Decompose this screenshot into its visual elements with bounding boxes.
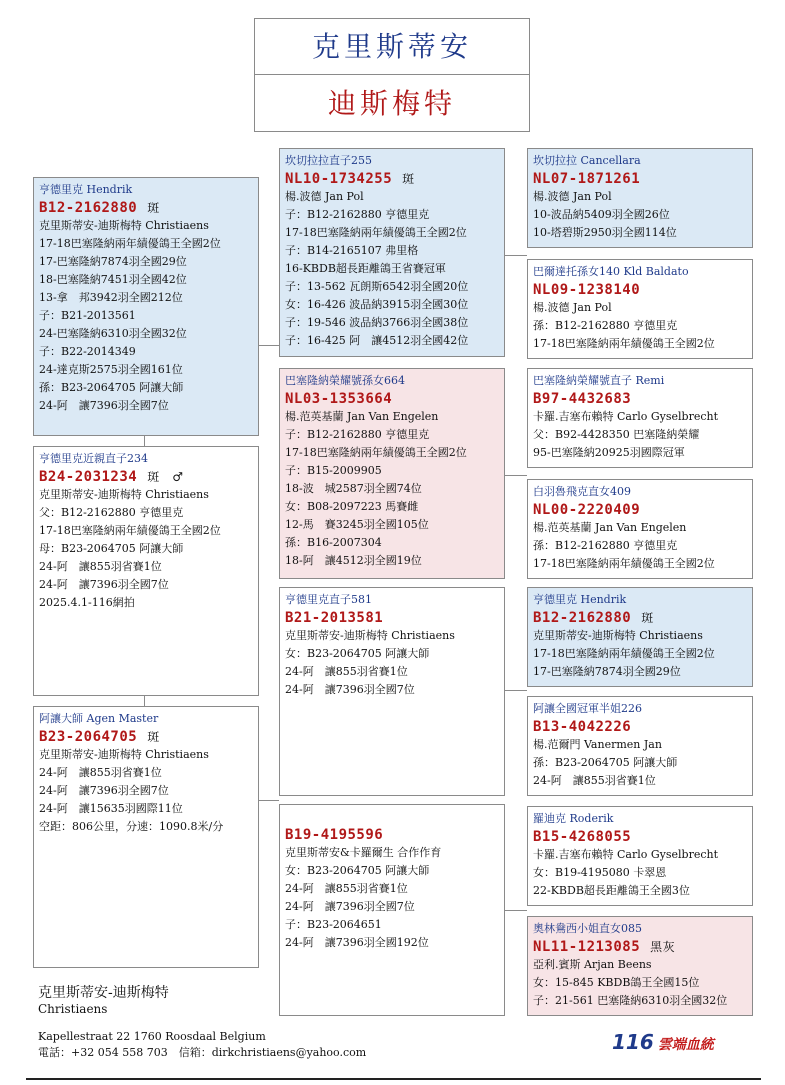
bird-name: 亨德里克直子581 — [285, 593, 372, 606]
ring-number-row — [533, 828, 747, 846]
bird-name: 巴塞隆納榮耀號孫女664 — [285, 374, 405, 387]
owner-latin: Christiaens — [38, 1002, 108, 1016]
result-line: 2025.4.1-116網拍 — [39, 596, 135, 609]
ring-number: B97-4432683 — [533, 391, 632, 407]
result-line: 子：B12-2162880 亨德里克 — [285, 208, 430, 221]
result-line: 子：B21-2013561 — [39, 309, 136, 322]
result-line: 17-18巴塞隆納兩年績優鴿王全國2位 — [39, 524, 221, 537]
result-line: 10-波品納5409羽全國26位 — [533, 208, 670, 221]
result-line: 克里斯蒂安-迪斯梅特 Christiaens — [39, 488, 209, 501]
result-line: 18-巴塞隆納7451羽全國42位 — [39, 273, 187, 286]
result-line: 17-18巴塞隆納兩年績優鴿王全國2位 — [533, 557, 715, 570]
result-line: 卡羅.吉塞布賴特 Carlo Gyselbrecht — [533, 848, 719, 861]
result-line: 24-阿 讓7396羽全國7位 — [285, 900, 415, 913]
bird-name: 坎切拉拉直子255 — [285, 154, 372, 167]
ring-number-row — [533, 501, 747, 519]
result-line: 孫：B23-2064705 阿讓大師 — [39, 381, 184, 394]
result-line: 楊.范英基蘭 Jan Van Engelen — [533, 521, 687, 534]
result-line: 父：B12-2162880 亨德里克 — [39, 506, 184, 519]
result-line: 子：16-425 阿 讓4512羽全國42位 — [285, 334, 469, 347]
result-line: 女：B19-4195080 卡翠恩 — [533, 866, 667, 879]
bird-name: 坎切拉拉 Cancellara — [533, 154, 641, 167]
result-line: 95-巴塞隆納20925羽國際冠軍 — [533, 446, 685, 459]
bird-name: 阿讓全國冠軍半姐226 — [533, 702, 642, 715]
bird-name: 巴塞隆納榮耀號直子 Remi — [533, 374, 665, 387]
result-line: 女：16-426 波品納3915羽全國30位 — [285, 298, 469, 311]
result-line: 楊.波德 Jan Pol — [285, 190, 364, 203]
result-line: 24-達克斯2575羽全國161位 — [39, 363, 183, 376]
pedigree-box-sibling — [33, 446, 259, 696]
result-line: 24-巴塞隆納6310羽全國32位 — [39, 327, 187, 340]
result-line: 17-巴塞隆納7874羽全國29位 — [39, 255, 187, 268]
result-line: 母：B23-2064705 阿讓大師 — [39, 542, 184, 555]
ring-number-row — [533, 281, 747, 299]
ring-number-row — [39, 199, 253, 217]
color-sex: 斑 — [147, 201, 160, 215]
result-line: 24-阿 讓7396羽全國192位 — [285, 936, 429, 949]
result-line: 24-阿 讓7396羽全國7位 — [285, 683, 415, 696]
ring-number-row — [285, 826, 499, 844]
connector — [144, 696, 145, 706]
result-line: 12-馬 賽3245羽全國105位 — [285, 518, 429, 531]
ring-number-row — [39, 728, 253, 746]
bird-name: 巴爾達托孫女140 Kld Baldato — [533, 265, 689, 278]
logo — [612, 1030, 714, 1054]
bird-name — [285, 808, 499, 826]
ring-number-row — [533, 718, 747, 736]
bird-name: 白羽魯飛克直女409 — [533, 485, 631, 498]
pedigree-box-sds — [527, 368, 753, 468]
result-line: 克里斯蒂安&卡羅爾生 合作作育 — [285, 846, 442, 859]
ring-number: B12-2162880 — [533, 610, 632, 626]
pedigree-box-dam — [33, 706, 259, 968]
result-line: 24-阿 讓855羽省賽1位 — [285, 882, 408, 895]
result-line: 克里斯蒂安-迪斯梅特 Christiaens — [285, 629, 455, 642]
connector — [259, 800, 279, 801]
result-line: 克里斯蒂安-迪斯梅特 Christiaens — [39, 219, 209, 232]
result-line: 10-塔碧斯2950羽全國114位 — [533, 226, 677, 239]
ring-number-row — [533, 390, 747, 408]
contact: 電話：+32 054 558 703 信箱：dirkchristiaens@yahoo.com — [38, 1046, 367, 1059]
result-line: 克里斯蒂安-迪斯梅特 Christiaens — [533, 629, 703, 642]
result-line: 孫：B12-2162880 亨德里克 — [533, 319, 678, 332]
result-line: 孫：B16-2007304 — [285, 536, 382, 549]
result-line: 18-波 城2587羽全國74位 — [285, 482, 422, 495]
pedigree-box-sss — [527, 148, 753, 248]
result-line: 卡羅.吉塞布賴特 Carlo Gyselbrecht — [533, 410, 719, 423]
result-line: 13-拿 邦3942羽全國212位 — [39, 291, 183, 304]
ring-number: NL07-1871261 — [533, 171, 641, 187]
ring-number-row — [533, 938, 747, 956]
result-line: 17-18巴塞隆納兩年績優鴿王全國2位 — [285, 446, 467, 459]
result-line: 女：15-845 KBDB鴿王全國15位 — [533, 976, 700, 989]
result-line: 子：B12-2162880 亨德里克 — [285, 428, 430, 441]
pedigree-box-ddd — [527, 916, 753, 1016]
result-line: 克里斯蒂安-迪斯梅特 Christiaens — [39, 748, 209, 761]
result-line: 子：B22-2014349 — [39, 345, 136, 358]
result-line: 子：B23-2064651 — [285, 918, 382, 931]
result-line: 22-KBDB超長距離鴿王全國3位 — [533, 884, 690, 897]
result-line: 24-阿 讓855羽省賽1位 — [39, 560, 162, 573]
result-line: 17-巴塞隆納7874羽全國29位 — [533, 665, 681, 678]
pedigree-box-dsd — [527, 696, 753, 796]
pedigree-box-dds — [527, 806, 753, 906]
pedigree-box-sire — [33, 177, 259, 436]
result-line: 24-阿 讓7396羽全國7位 — [39, 578, 169, 591]
result-line: 17-18巴塞隆納兩年績優鴿王全國2位 — [39, 237, 221, 250]
pedigree-box-sdd — [527, 479, 753, 579]
bird-name: 亨德里克近親直子234 — [39, 452, 148, 465]
logo-number: 116 — [612, 1030, 654, 1054]
color-sex: 黑灰 — [650, 940, 676, 954]
result-line: 18-阿 讓4512羽全國19位 — [285, 554, 422, 567]
bird-name: 阿讓大師 Agen Master — [39, 712, 159, 725]
result-line: 楊.范英基蘭 Jan Van Engelen — [285, 410, 439, 423]
breeder-name: 克里斯蒂安 — [255, 19, 529, 75]
bottom-rule — [26, 1078, 761, 1080]
result-line: 17-18巴塞隆納兩年績優鴿王全國2位 — [533, 647, 715, 660]
color-sex: 斑 — [402, 172, 415, 186]
ring-number: B15-4268055 — [533, 829, 632, 845]
footer — [38, 985, 366, 1061]
breeder-surname: 迪斯梅特 — [327, 87, 456, 120]
address: Kapellestraat 22 1760 Roosdaal Belgium — [38, 1030, 266, 1043]
result-line: 女：B23-2064705 阿讓大師 — [285, 647, 430, 660]
result-line: 女：B08-2097223 馬賽雌 — [285, 500, 419, 513]
result-line: 孫：B23-2064705 阿讓大師 — [533, 756, 678, 769]
connector — [505, 255, 527, 256]
title-box — [254, 18, 530, 132]
ring-number: NL00-2220409 — [533, 502, 641, 518]
connector — [259, 345, 279, 346]
ring-number: B13-4042226 — [533, 719, 632, 735]
bird-name: 亨德里克 Hendrik — [39, 183, 133, 196]
bird-name: 亨德里克 Hendrik — [533, 593, 627, 606]
result-line: 17-18巴塞隆納兩年績優鴿王全國2位 — [285, 226, 467, 239]
ring-number-row — [533, 609, 747, 627]
result-line: 子：B14-2165107 弗里格 — [285, 244, 419, 257]
owner-name: 克里斯蒂安-迪斯梅特 — [38, 985, 169, 1001]
result-line: 24-阿 讓15635羽國際11位 — [39, 802, 183, 815]
result-line: 17-18巴塞隆納兩年績優鴿王全國2位 — [533, 337, 715, 350]
ring-number-row — [39, 468, 253, 486]
result-line: 子：13-562 瓦朗斯6542羽全國20位 — [285, 280, 469, 293]
result-line: 24-阿 讓855羽省賽1位 — [39, 766, 162, 779]
ring-number: NL11-1213085 — [533, 939, 641, 955]
result-line: 父：B92-4428350 巴塞隆納榮耀 — [533, 428, 700, 441]
ring-number: B21-2013581 — [285, 610, 384, 626]
result-line: 24-阿 讓855羽省賽1位 — [285, 665, 408, 678]
ring-number: NL10-1734255 — [285, 171, 393, 187]
ring-number-row — [533, 170, 747, 188]
result-line: 子：21-561 巴塞隆納6310羽全國32位 — [533, 994, 728, 1007]
result-line: 孫：B12-2162880 亨德里克 — [533, 539, 678, 552]
result-line: 空距：806公里，分速：1090.8米/分 — [39, 820, 224, 833]
result-line: 24-阿 讓7396羽全國7位 — [39, 399, 169, 412]
ring-number-row — [285, 390, 499, 408]
pedigree-box-dss — [527, 587, 753, 687]
ring-number-row — [285, 609, 499, 627]
ring-number: NL09-1238140 — [533, 282, 641, 298]
pedigree-box-ds — [279, 587, 505, 796]
logo-text: 雲端血統 — [657, 1037, 714, 1053]
result-line: 楊.波德 Jan Pol — [533, 301, 612, 314]
ring-number: B24-2031234 — [39, 469, 138, 485]
result-line: 24-阿 讓855羽省賽1位 — [533, 774, 656, 787]
result-line: 楊.波德 Jan Pol — [533, 190, 612, 203]
result-line: 女：B23-2064705 阿讓大師 — [285, 864, 430, 877]
pedigree-box-ss — [279, 148, 505, 357]
result-line: 亞利.賓斯 Arjan Beens — [533, 958, 652, 971]
result-line: 楊.范爾門 Vanermen Jan — [533, 738, 662, 751]
connector — [505, 690, 527, 691]
ring-number: B23-2064705 — [39, 729, 138, 745]
color-sex: 斑 — [147, 730, 160, 744]
color-sex: 斑 ♂ — [147, 470, 184, 484]
connector — [505, 910, 527, 911]
connector — [505, 475, 527, 476]
result-line: 24-阿 讓7396羽全國7位 — [39, 784, 169, 797]
color-sex: 斑 — [641, 611, 654, 625]
ring-number: NL03-1353664 — [285, 391, 393, 407]
ring-number: B19-4195596 — [285, 827, 384, 843]
bird-name: 羅迪克 Roderik — [533, 812, 614, 825]
bird-name: 奧林鴦西小姐直女085 — [533, 922, 642, 935]
pedigree-box-ssd — [527, 259, 753, 359]
result-line: 子：B15-2009905 — [285, 464, 382, 477]
ring-number-row — [285, 170, 499, 188]
result-line: 16-KBDB超長距離鴿王省賽冠軍 — [285, 262, 446, 275]
pedigree-box-sd — [279, 368, 505, 579]
result-line: 子：19-546 波品納3766羽全國38位 — [285, 316, 469, 329]
ring-number: B12-2162880 — [39, 200, 138, 216]
connector — [144, 436, 145, 446]
